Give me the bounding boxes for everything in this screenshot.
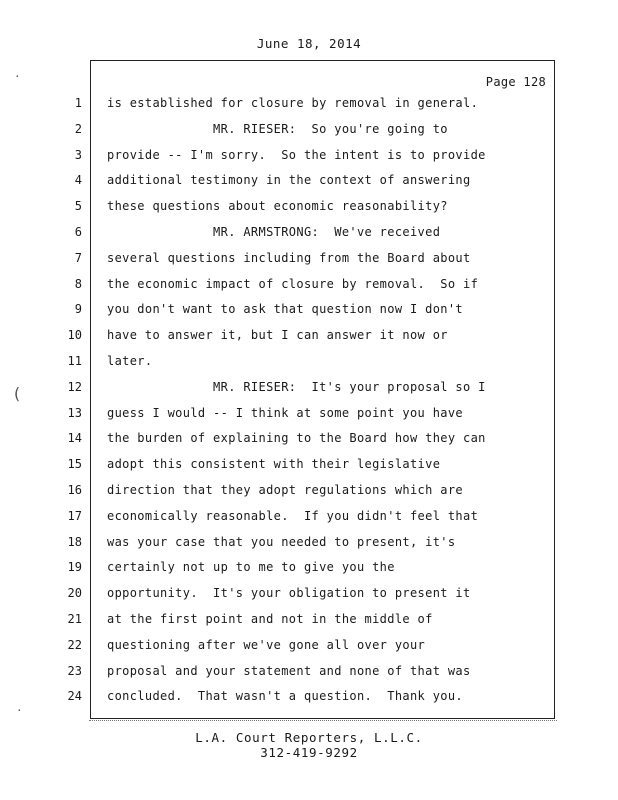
frame-bottom-border	[89, 720, 557, 724]
line-number: 13	[67, 406, 82, 420]
line-number: 2	[74, 122, 82, 136]
transcript-line: is established for closure by removal in general.	[107, 96, 479, 110]
transcript-line: proposal and your statement and none of that was	[107, 664, 471, 678]
line-number: 10	[67, 328, 82, 342]
transcript-line: questioning after we've gone all over your	[107, 638, 426, 652]
line-number: 6	[74, 225, 82, 239]
scan-mark: ·	[16, 704, 23, 717]
transcript-line: adopt this consistent with their legislative	[107, 457, 441, 471]
line-number: 16	[67, 483, 82, 497]
line-number: 8	[74, 277, 82, 291]
line-number: 19	[67, 560, 82, 574]
line-number: 7	[74, 251, 82, 265]
line-number: 17	[67, 509, 82, 523]
line-number: 5	[74, 199, 82, 213]
line-number: 23	[67, 664, 82, 678]
line-number: 22	[67, 638, 82, 652]
line-number: 9	[74, 302, 82, 316]
transcript-line: guess I would -- I think at some point you have	[107, 406, 464, 420]
line-number: 11	[67, 354, 82, 368]
transcript-line: opportunity. It's your obligation to present it	[107, 586, 471, 600]
scan-mark: (	[12, 384, 22, 403]
transcript-line: at the first point and not in the middle of	[107, 612, 433, 626]
line-number: 18	[67, 535, 82, 549]
footer-phone: 312-419-9292	[260, 745, 358, 760]
line-number: 3	[74, 148, 82, 162]
transcript-line: economically reasonable. If you didn't feel that	[107, 509, 479, 523]
line-number: 21	[67, 612, 82, 626]
line-number: 24	[67, 689, 82, 703]
transcript-date: June 18, 2014	[256, 36, 362, 51]
transcript-line: have to answer it, but I can answer it now or	[107, 328, 448, 342]
transcript-line: MR. RIESER: So you're going to	[107, 122, 448, 136]
transcript-line: several questions including from the Board about	[107, 251, 471, 265]
transcript-line: was your case that you needed to present, it's	[107, 535, 456, 549]
transcript-line: the economic impact of closure by removal. So if	[107, 277, 479, 291]
line-number: 1	[74, 96, 82, 110]
scan-mark: ·	[14, 70, 21, 83]
line-number: 12	[67, 380, 82, 394]
transcript-line: MR. RIESER: It's your proposal so I	[107, 380, 486, 394]
transcript-line: provide -- I'm sorry. So the intent is to provide	[107, 148, 486, 162]
transcript-line: later.	[107, 354, 153, 368]
transcript-line: the burden of explaining to the Board how they can	[107, 431, 486, 445]
transcript-line: MR. ARMSTRONG: We've received	[107, 225, 441, 239]
transcript-line: direction that they adopt regulations which are	[107, 483, 464, 497]
line-number: 20	[67, 586, 82, 600]
line-number: 14	[67, 431, 82, 445]
transcript-line: concluded. That wasn't a question. Thank you.	[107, 689, 464, 703]
transcript-line: these questions about economic reasonability?	[107, 199, 448, 213]
transcript-line: certainly not up to me to give you the	[107, 560, 395, 574]
transcript-line: additional testimony in the context of answering	[107, 173, 471, 187]
transcript-line: you don't want to ask that question now I don't	[107, 302, 464, 316]
page-number: Page 128	[485, 75, 546, 89]
footer-company: L.A. Court Reporters, L.L.C.	[195, 730, 423, 745]
line-number: 4	[74, 173, 82, 187]
line-number: 15	[67, 457, 82, 471]
